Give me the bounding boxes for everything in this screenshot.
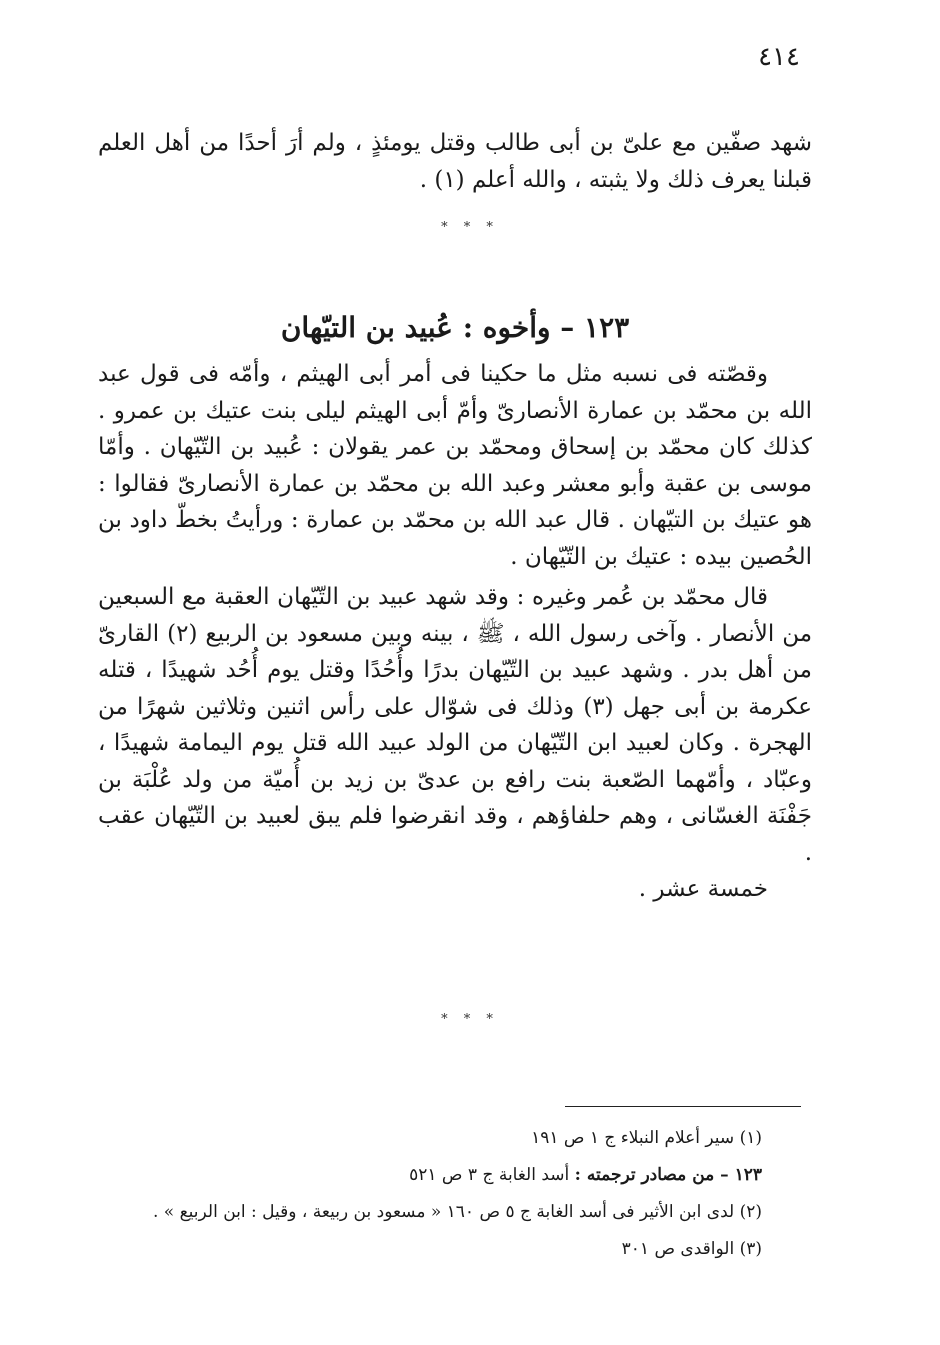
footnote-sources (98, 1157, 762, 1194)
footnote-1: (١) سير أعلام النبلاء ج ١ ص ١٩١ (531, 1128, 762, 1148)
text-line: التّيّهان . (510, 543, 587, 570)
text-line: بدر . وشهد عبيد بن التّيّهان بدرًا وأُحُدًا وقتل يوم أُحُد شهيدًا ، قتله عكرمة بن أبى (98, 657, 812, 720)
text-line: محمّد بن عمارة الأنصارىّ وأمّ أبى الهيثم ليلى بنت عتيك بن عمرو . كذلك كان (98, 397, 813, 460)
intro-paragraph (98, 125, 812, 198)
footnote-divider (565, 1106, 801, 1107)
footnotes (98, 1120, 762, 1268)
paragraph-2 (98, 579, 812, 871)
section-separator: * * * (441, 1012, 499, 1027)
text-line: جهل (٣) وذلك فى شوّال على رأس اثنين وثلاثين شهرًا من الهجرة . وكان لعبيد (98, 693, 813, 756)
paragraph-1 (98, 356, 812, 575)
text-line: يعرف ذلك ولا يثبته ، والله أعلم (١) . (419, 166, 766, 193)
text-line: ابن التّيّهان من الولد عبيد الله قتل يوم اليمامة شهيدًا ، وعبّاد ، وأمّهما الصّعبة بنت (98, 730, 812, 793)
section-heading: ١٢٣ – وأخوه : عُبيد بن التيّهان (280, 311, 630, 344)
sources-label: ١٢٣ – من مصادر ترجمته : (574, 1165, 762, 1185)
text-line: وأبو معشر وعبد الله بن محمّد بن عمارة الأنصارىّ فقالوا : هو عتيك بن التيّهان . (98, 470, 813, 533)
text-line: الأنصار . وآخى رسول الله ، ﷺ ، بينه وبين مسعود بن الربيع (٢) القارىّ من أهل (98, 620, 812, 683)
sources-text: أسد الغابة ج ٣ ص ٥٢١ (409, 1165, 570, 1185)
footnote-2: (٢) لدى ابن الأثير فى أسد الغابة ج ٥ ص ١٦٠ « مسعود بن ربيعة ، وقيل : ابن الربيع » . (152, 1202, 762, 1222)
text-line: شهد صفّين مع علىّ بن أبى طالب وقتل يومئذٍ ، ولم أرَ أحدًا من أهل العلم قبلنا (98, 130, 812, 193)
text-line: وقصّته فى نسبه مثل ما حكينا فى أمر أبى الهيثم ، وأمّه فى قول عبد الله بن (98, 361, 812, 424)
text-line: وقد انقرضوا فلم يبق لعبيد بن التّيّهان عقب . (98, 803, 812, 866)
section-body (98, 356, 812, 908)
paragraph-3: خمسة عشر . (638, 876, 768, 902)
section-separator: * * * (441, 220, 499, 235)
page-number: ٤١٤ (758, 42, 800, 72)
text-line: محمّد بن إسحاق ومحمّد بن عمر يقولان : عُبيد بن التّيّهان . وأمّا موسى بن عقبة (98, 434, 812, 497)
text-line: قال عبد الله بن محمّد بن عمارة : ورأيتُ بخطّ داود بن الحُصين بيده : عتيك بن (98, 507, 812, 570)
footnote-3: (٣) الواقدى ص ٣٠١ (621, 1239, 762, 1259)
text-line: قال محمّد بن عُمر وغيره : وقد شهد عبيد بن التّيّهان العقبة مع السبعين من (98, 584, 813, 647)
text-line: رافع بن عدىّ بن زيد بن أُميّة من ولد عُلْبَة بن جَفْنَة الغسّانى ، وهم حلفاؤهم ، (98, 766, 813, 829)
